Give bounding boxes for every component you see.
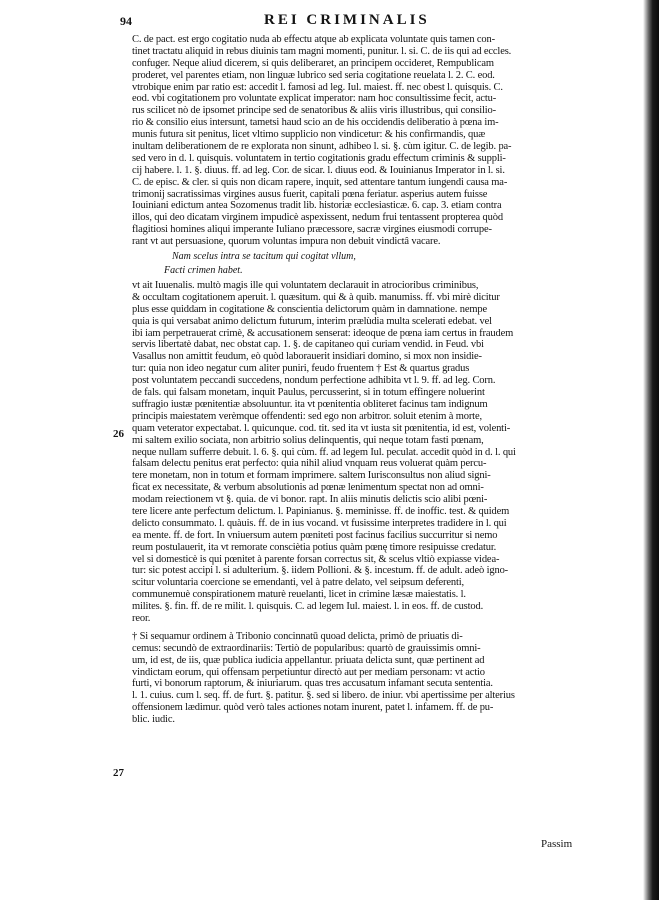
text-line: Iouiniani edictum antea Sozomenus tradit lib. historiæ ecclesiasticæ. 6. cap. 3. etiam contra <box>132 200 502 212</box>
text-line: flagitiosi homines aliqui imperante Iuliano præcessore, sacræ virgines eiusmodi corrupe- <box>132 224 492 236</box>
text-line: cemus: secundò de extraordinariis: Tertiò de popularibus: quartò de grauissimis omni- <box>132 642 481 654</box>
text-line: l. 1. cuius. cum l. seq. ff. de furt. §. patitur. §. sed si libero. de iniur. vbi apertissime per alterius <box>132 690 515 702</box>
text-line: vtrobique enim par ratio est: accedit l. famosi ad leg. Iul. maiest. ff. nec obest l. quisquis. C. <box>132 81 503 93</box>
text-line: reum postulauerit, ita vt remorate consciètia potius quàm pœnę timore resipuisse credatur. <box>132 541 497 553</box>
text-line: modam reiectionem vt §. quia. de vi bonor. rapt. In aliis minutis delictis scio alibi pœni- <box>132 494 488 506</box>
text-line: confuger. Neque aliud dicerem, si quis deliberaret, an principem occideret, Rempublicam <box>132 57 494 69</box>
text-line: ibi iam perpetrauerat crimè, & accusationem senserat: ideoque de pœna iam certus in fraudem <box>132 327 514 339</box>
text-line: principis maiestatem verèmque offendenti: sed ego non arbitror. soluit etenim à morte, <box>132 410 482 422</box>
paragraph-2 <box>132 280 522 625</box>
text-line: rant vt aut persuasione, quorum voluntas impura non debuit vindictâ vacare. <box>132 236 441 248</box>
text-line: trimonij sacratissimas virgines ausus fuerit, capitali pœna feriatur. asperius autem fuisse <box>132 188 488 200</box>
juvenal-quotation-line-1: Nam scelus intra se tacitum qui cogitat vllum, <box>172 251 356 263</box>
binding-edge <box>643 0 659 900</box>
margin-number-27: 27 <box>113 767 124 779</box>
text-line: blic. iudic. <box>132 714 175 726</box>
text-line: suffragio iustæ pœnitentiæ absoluuntur. ita vt pœnitentia obliteret facinus tam indignum <box>132 398 488 410</box>
text-line: † Si sequamur ordinem à Tribonio concinnatū quoad delicta, primò de priuatis di- <box>132 630 463 642</box>
text-line: milites. §. fin. ff. de re milit. l. quisquis. C. ad legem Iul. maiest. l. in eos. ff. de custod. <box>132 601 484 613</box>
text-line: cij habere. l. 1. §. diuus. ff. ad leg. Cor. de sicar. l. diuus eod. & Iouinianus Imperator in l. si. <box>132 164 505 176</box>
text-line: de fals. qui falsam monetam, inquit Paulus, percusserint, si in totum effingere noluerint <box>132 387 485 399</box>
text-line: munis futura sit penitus, licet vltimo supplicio non vindicetur: & his confirmandis, quæ <box>132 129 486 141</box>
text-line: C. de episc. & cler. si quis non dicam rapere, inquit, sed attentare tantum iungendi causa ma- <box>132 176 508 188</box>
text-line: mi saltem exilio sociata, non arbitrio solius delinquentis, qui neque totam fasti pœnam, <box>132 434 484 446</box>
text-line: & occultam cogitationem aperuit. l. quæsitum. qui & à quib. manumiss. ff. vbi mirè dicitur <box>132 291 500 303</box>
text-line: sed vero in d. l. quisquis. voluntatem in tertio cogitationis gradu effectum criminis & suppli- <box>132 152 506 164</box>
text-line: furti, vi bonorum raptorum, & iniuriarum. quas tres accusatum infamant secuta sententia. <box>132 678 493 690</box>
margin-number-26: 26 <box>113 428 124 440</box>
text-line: falsam delectu penitus erat perfecto: quia nihil aliud vnquam reus voluerat quàm percu- <box>132 458 487 470</box>
text-line: offensionem lædimur. quòd verò tales actiones notam inurent, patet l. infamem. ff. de pu- <box>132 702 494 714</box>
text-line: tur: quia non ideo negatur cum aliter puniri, feudo fruentem † Est & quartus gradus <box>132 363 470 375</box>
text-line: servis libertatè dabat, nec obstat cap. 1. §. de capitaneo qui curiam vendid. in Feud. vbi <box>132 339 484 351</box>
text-line: neque nullam sufferre debuit. l. 6. §. qui cùm. ff. ad legem Iul. peculat. accedit quòd in d. l. qui <box>132 446 516 458</box>
text-line: vindictam eorum, qui offensam perpetiuntur directò aut per mediam personam: vt actio <box>132 666 485 678</box>
text-line: ficat ex necessitate, & verbum absolutionis ad pœnæ lenimentum spectat non ad omni- <box>132 482 484 494</box>
main-text-block <box>132 34 522 726</box>
text-line: tere monetam, non in totum et formam imprimere. saltem Iurisconsultus non aliud signi- <box>132 470 491 482</box>
text-line: Vasallus non amittit feudum, eò quòd laborauerit insidiari domino, si mox non insidie- <box>132 351 482 363</box>
text-line: quia is qui versabat animo delictum futurum, interim prælùdia multa scelerati edebat. vel <box>132 315 492 327</box>
text-line: proderet, vel parentes etiam, non linguæ lubrico sed seria cogitatione reuelata l. 2. C. eod. <box>132 69 495 81</box>
paragraph-1 <box>132 34 522 248</box>
text-line: C. de pact. est ergo cogitatio nuda ab effectu atque ab explicata voluntate quis tamen con- <box>132 34 495 45</box>
text-line: vel si domesticè is qui pœnitet à parente forsan correctus sit, & scelus vltiò expiasse videa- <box>132 553 500 565</box>
text-line: quam veterator expectabat. l. quicunque. cod. tit. sed ita vt iusta sit pœnitentia, id est, volenti- <box>132 422 511 434</box>
text-line: rus scilicet nò de ipsomet principe sed de senatoribus & aliis viris illustribus, qui consilio- <box>132 105 496 117</box>
text-line: communemuè conspirationem maturè reuelanti, licet in crimine læsæ maiestatis. l. <box>132 589 466 601</box>
text-line: reor. <box>132 612 151 624</box>
text-line: tere licere ante perfectum delictum. l. Papinianus. §. meminisse. ff. de inoffic. test. & quidem <box>132 505 510 517</box>
text-line: vt ait Iuuenalis. multò magis ille qui voluntatem declarauit in atrocioribus criminibus, <box>132 280 479 292</box>
text-line: plus esse quiddam in cogitatione & conscientia delictorum quàm in damnatione. nempe <box>132 303 487 315</box>
page-number: 94 <box>120 14 132 28</box>
text-line: tur: sic potest accipi l. si adulterium. §. iidem Pollioni. & §. incestum. ff. de adult. adeò igno- <box>132 565 509 577</box>
text-line: post voluntatem peccandi succedens, nondum perfectione adhibita vt l. 9. ff. ad leg. Corn. <box>132 375 496 387</box>
paragraph-3 <box>132 631 522 726</box>
text-line: um, id est, de iis, quæ publica iudicia appellantur. priuata delicta sunt, quæ pertinent ad <box>132 654 485 666</box>
text-line: inultam deliberationem de re explorata non sinunt, adhibeo l. si. §. cùm igitur. C. de legib. pa- <box>132 141 512 153</box>
catchword: Passim <box>541 838 573 850</box>
text-line: delicto consummato. l. quàuis. ff. de in ius vocand. vt fusissime interpretes tradidere in l. qui <box>132 517 507 529</box>
text-line: illos, qui deo dicatam virginem impudicè aspexissent, nedum frui tentassent propterea quòd <box>132 212 503 224</box>
juvenal-quotation-line-2: Facti crimen habet. <box>164 265 243 277</box>
text-line: tinet tractatu aliquid in rebus diuinis tam magni momenti, punitur. l. si. C. de iis qui ad eccles. <box>132 45 512 57</box>
text-line: eod. vbi cogitationem pro voluntate explicat imperator: nam hoc consultissime fecit, actu- <box>132 93 497 105</box>
text-line: ea mente. ff. de fort. In vniuersum autem pœniteti post facinus facilius succurritur si nemo <box>132 529 498 541</box>
text-line: scitur voluntaria coercione se emendanti, vel à patre delato, vel seipsum deferenti, <box>132 577 465 589</box>
text-line: rio & consilio eius intersunt, tametsi haud scio an de his occidendis deliberatio à pœna im- <box>132 117 499 129</box>
running-head: REI CRIMINALIS <box>264 12 430 28</box>
